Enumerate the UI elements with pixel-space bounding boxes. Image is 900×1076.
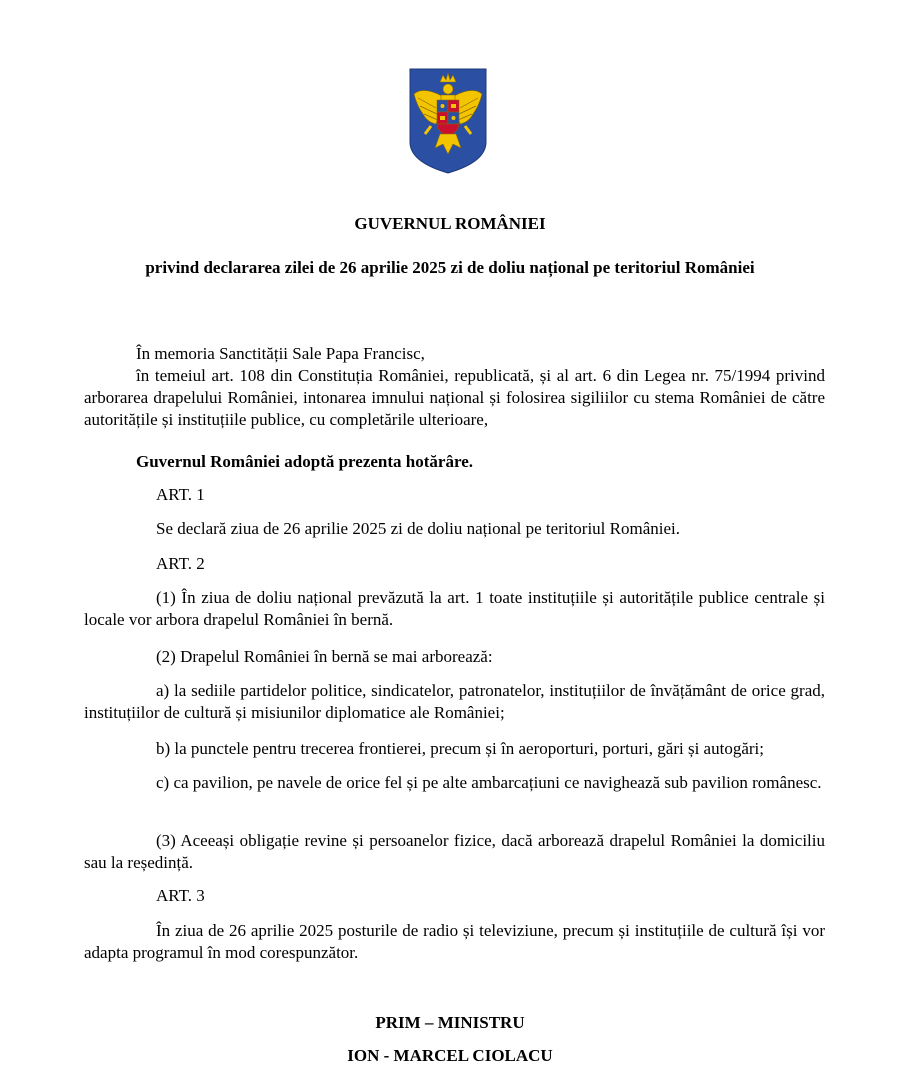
article-1-text: Se declară ziua de 26 aprilie 2025 zi de doliu național pe teritoriul României. bbox=[156, 519, 680, 538]
preamble-legal-basis: în temeiul art. 108 din Constituția României, republicată, și al art. 6 din Legea nr. 75/1994 privind arborarea drapelului României, intonarea imnului național și folosirea sigiliilor cu stema României de către autoritățile și instituțiile publice, cu completările ulterioare, bbox=[84, 366, 825, 429]
article-3-title: ART. 3 bbox=[156, 886, 205, 905]
article-2-item-b: b) la punctele pentru trecerea frontierei, precum și în aeroporturi, porturi, gări și autogări; bbox=[156, 739, 764, 758]
article-3-text: În ziua de 26 aprilie 2025 posturile de radio și televiziune, precum și instituțiile de cultură își vor adapta programul în mod corespunzător. bbox=[84, 921, 825, 962]
article-2-item-c: c) ca pavilion, pe navele de orice fel și pe alte ambarcațiuni ce navighează sub pavilion românesc. bbox=[156, 773, 822, 792]
signature-name: ION - MARCEL CIOLACU bbox=[347, 1046, 553, 1065]
article-2-paragraph-2: (2) Drapelul României în bernă se mai arborează: bbox=[156, 647, 493, 666]
article-2-paragraph-3: (3) Aceeași obligație revine și persoanelor fizice, dacă arborează drapelul României la domiciliu sau la reședință. bbox=[84, 831, 825, 872]
article-1-title: ART. 1 bbox=[156, 485, 205, 504]
institution-title: GUVERNUL ROMÂNIEI bbox=[354, 214, 546, 233]
article-2-title: ART. 2 bbox=[156, 554, 205, 573]
article-2-item-a: a) la sediile partidelor politice, sindicatelor, patronatelor, instituțiilor de învățământ de orice grad, instituțiilor de cultură și misiunilor diplomatice ale României; bbox=[84, 681, 825, 722]
article-2-paragraph-1: (1) În ziua de doliu național prevăzută la art. 1 toate instituțiile și autoritățile publice centrale și locale vor arbora drapelul României în bernă. bbox=[84, 588, 825, 629]
romania-coat-of-arms-icon bbox=[409, 68, 487, 174]
preamble-memoriam: În memoria Sanctității Sale Papa Francisc, bbox=[136, 344, 425, 363]
signature-role: PRIM – MINISTRU bbox=[375, 1013, 525, 1032]
decision-subtitle: privind declararea zilei de 26 aprilie 2025 zi de doliu național pe teritoriul României bbox=[145, 258, 755, 277]
adoption-statement: Guvernul României adoptă prezenta hotărâre. bbox=[136, 452, 473, 471]
